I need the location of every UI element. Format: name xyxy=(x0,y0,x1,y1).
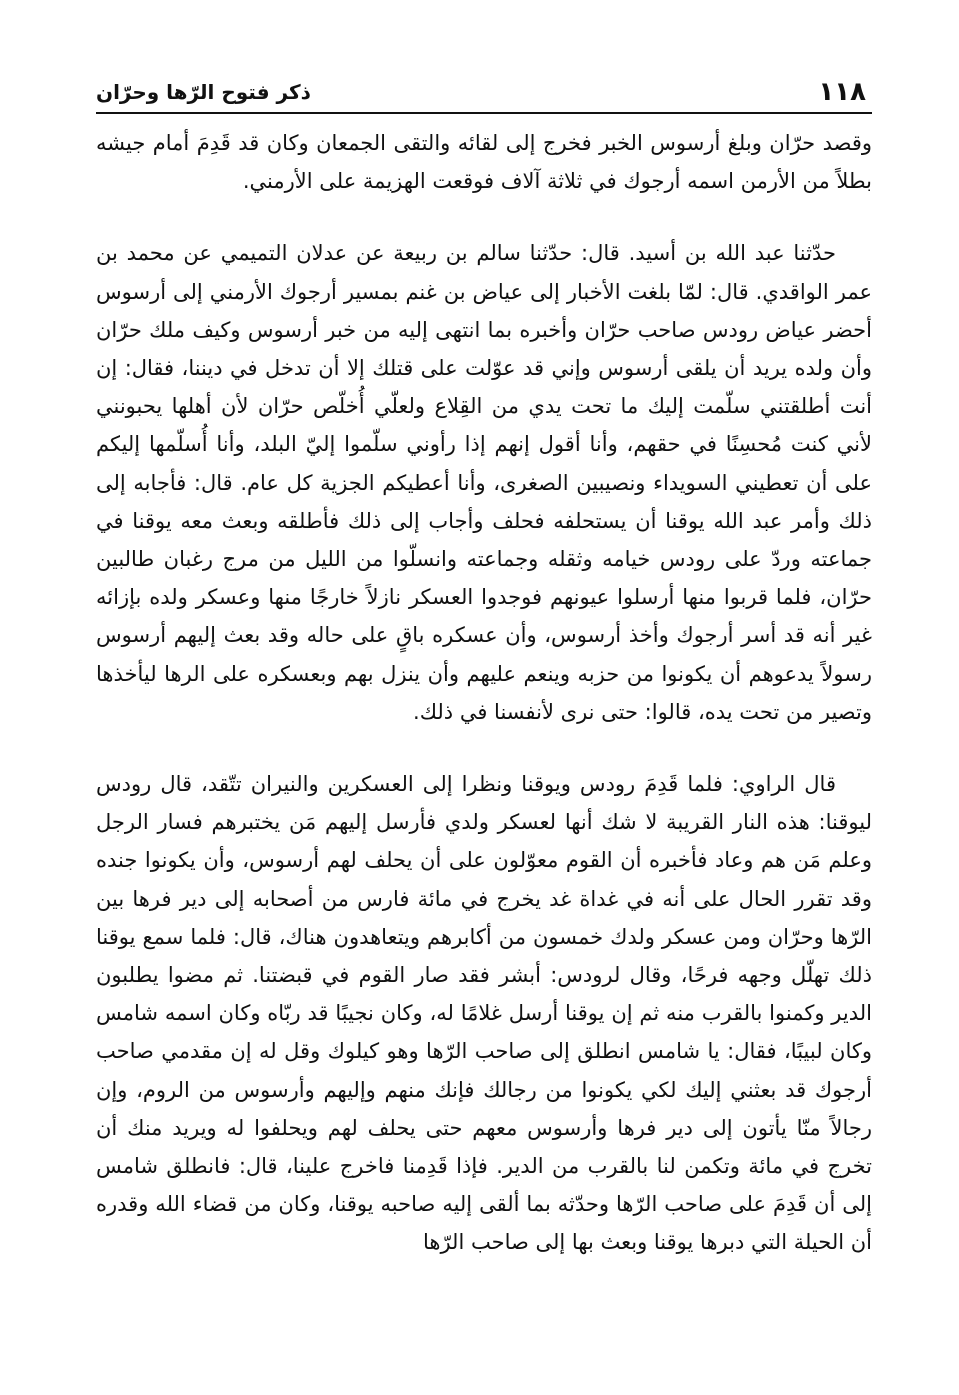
header-divider xyxy=(96,112,872,114)
running-header xyxy=(96,76,866,110)
paragraph-2: حدّثنا عبد الله بن أسيد. قال: حدّثنا سالم بن ربيعة عن عدلان التميمي عن محمد بن عمر الواقدي. قال: لمّا بلغت الأخبار إلى عياض بن غنم بمسير أرجوك الأرمني إلى أرسوس أحضر عياض رودس صاحب حرّان وأخبره بما انتهى إليه من خبر أرسوس وكيف ملك حرّان وأن ولده يريد أن يلقى أرسوس وإني قد عوّلت على قتلك إلا أن تدخل في ديننا، فقال: إن أنت أطلقتني سلّمت إليك ما تحت يدي من القِلاع ولعلّي أُخلّص حرّان لأن أهلها يحبونني لأني كنت مُحسِنًا في حقهم، وأنا أقول إنهم إذا رأوني سلّموا إليّ البلد، وأنا أُسلّمها إليكم على أن تعطيني السويداء ونصيبين الصغرى، وأنا أعطيكم الجزية كل عام. قال: فأجابه إلى ذلك وأمر عبد الله يوقنا أن يستحلفه فحلف وأجاب إلى ذلك فأطلقه وبعث معه يوقنا في جماعته وردّ على رودس خيامه وثقله وجماعته وانسلّوا من الليل من مرج رغبان طالبين حرّان، فلما قربوا منها أرسلوا عيونهم فوجدوا العسكر نازلاً خارجًا منها وعسكر ولده بإزائه غير أنه قد أسر أرجوك وأخذ أرسوس، وأن عسكره باقٍ على حاله وقد بعث إليهم أرسوس رسولاً يدعوهم أن يكونوا من حزبه وينعم عليهم وأن ينزل بهم وبعسكره على الرها ليأخذها وتصير من تحت يده، قالوا: حتى نرى لأنفسنا في ذلك. xyxy=(96,241,872,724)
page-number: ١١٨ xyxy=(818,77,866,107)
chapter-title: ذكر فتوح الرّها وحرّان xyxy=(96,80,311,104)
paragraph-1: وقصد حرّان وبلغ أرسوس الخبر فخرج إلى لقائه والتقى الجمعان وكان قد قَدِمَ أمام جيشه بطلاً من الأرمن اسمه أرجوك في ثلاثة آلاف فوقعت الهزيمة على الأرمني. xyxy=(96,131,872,194)
paragraph-3: قال الراوي: فلما قَدِمَ رودس ويوقنا ونظرا إلى العسكرين والنيران تتّقد، قال رودس ليوقنا: هذه النار القريبة لا شك أنها لعسكر ولدي فأرسل إليهم مَن يختبرهم فسار الرجل وعلم مَن هم وعاد فأخبره أن القوم معوّلون على أن يحلف لهم أرسوس، وأن يكونوا جنده وقد تقرر الحال على أنه في غداة غد يخرج في مائة فارس من أصحابه إلى دير فرها بين الرّها وحرّان ومن عسكر ولدك خمسون من أكابرهم ويتعاهدون هناك، قال: فلما سمع يوقنا ذلك تهلّل وجهه فرحًا، وقال لرودس: أبشر فقد صار القوم في قبضتنا. ثم مضوا يطلبون الدير وكمنوا بالقرب منه ثم إن يوقنا أرسل غلامًا له، وكان نجيبًا قد ربّاه وكان اسمه شامس وكان لبيبًا، فقال: يا شامس انطلق إلى صاحب الرّها وهو كيلوك وقل له إن مقدمي صاحب أرجوك قد بعثني إليك لكي يكونوا من رجالك فإنك منهم وإليهم وأرسوس من الروم، وإن رجالاً منّا يأتون إلى دير فرها وأرسوس معهم حتى يحلف لهم ويحلفوا له ويريد منك أن تخرج في مائة وتكمن لنا بالقرب من الدير. فإذا قَدِمنا فاخرج علينا، قال: فانطلق شامس إلى أن قَدِمَ على صاحب الرّها وحدّثه بما ألقى إليه صاحبه يوقنا، وكان من قضاء الله وقدره أن الحيلة التي دبرها يوقنا وبعث بها إلى صاحب الرّها xyxy=(96,772,872,1255)
body-text xyxy=(96,124,872,1262)
